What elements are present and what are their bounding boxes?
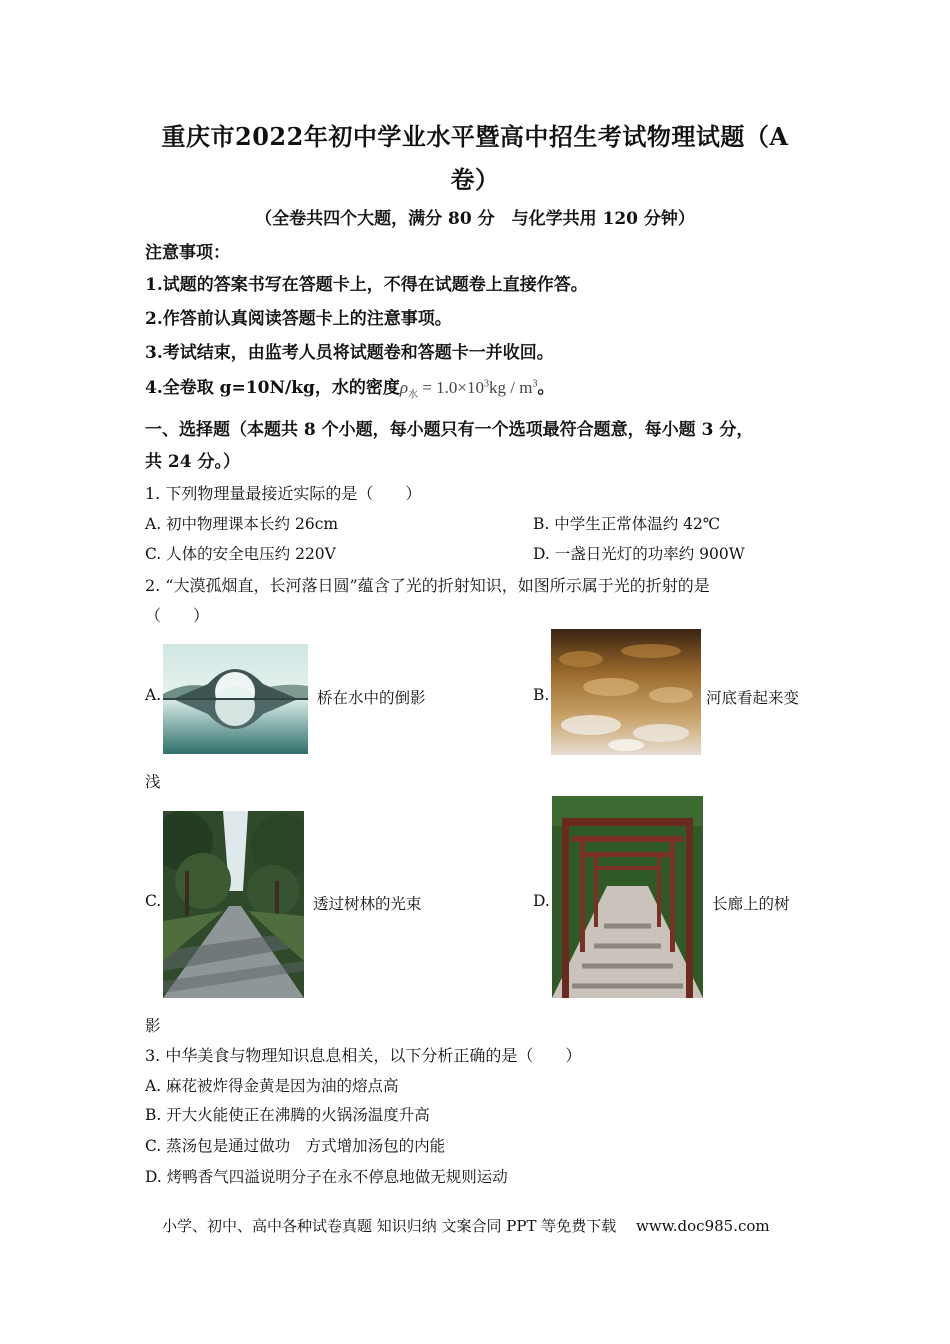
section-heading-continued: 共 24 分。） (145, 452, 240, 472)
question-2-option-b-text: 河底看起来变 (706, 689, 800, 707)
question-2-option-b-letter: B. (533, 686, 550, 704)
question-1-option-c: C. 人体的安全电压约 220V (145, 545, 336, 563)
question-3-option-d: D. 烤鸭香气四溢说明分子在永不停息地做无规则运动 (145, 1168, 508, 1186)
page-title: 重庆市2022年初中学业水平暨高中招生考试物理试题（A (161, 122, 789, 151)
question-2-option-d-letter: D. (533, 892, 550, 910)
question-2-option-a-letter: A. (145, 686, 162, 704)
forest-light-photo (163, 811, 304, 998)
bridge-reflection-photo (163, 644, 308, 754)
question-3-option-c: C. 蒸汤包是通过做功 方式增加汤包的内能 (145, 1137, 446, 1155)
notice-item-1: 1.试题的答案书写在答题卡上，不得在试题卷上直接作答。 (145, 275, 588, 295)
question-1-option-d: D. 一盏日光灯的功率约 900W (533, 545, 745, 563)
water-density-formula: $\rho_水 = 1.0\times 10^3kg / m^3$ (399, 378, 538, 401)
question-2-option-d-text-wrap: 影 (145, 1017, 161, 1035)
notice-item-2: 2.作答前认真阅读答题卡上的注意事项。 (145, 309, 452, 329)
question-3-option-b: B. 开大火能使正在沸腾的火锅汤温度升高 (145, 1106, 430, 1124)
question-2-option-d-text: 长廊上的树 (712, 895, 790, 913)
question-1-stem: 1. 下列物理量最接近实际的是（ ） (145, 484, 422, 503)
notice-heading: 注意事项： (145, 243, 230, 263)
section-heading: 一、选择题（本题共 8 个小题，每小题只有一个选项最符合题意，每小题 3 分， (145, 420, 754, 440)
notice-item-4: 4.全卷取 g=10N/kg，水的密度$\rho_水 = 1.0\times 10^3kg / m^3$。 (145, 378, 555, 401)
question-3-option-a: A. 麻花被炸得金黄是因为油的熔点高 (145, 1077, 399, 1095)
page-footer: 小学、初中、高中各种试卷真题 知识归纳 文案合同 PPT 等免费下载 www.doc985.com (162, 1217, 770, 1235)
exam-info: （全卷共四个大题，满分 80 分 与化学共用 120 分钟） (255, 209, 695, 229)
question-2-answer-paren: （ ） (145, 606, 210, 625)
question-2-option-a-text: 桥在水中的倒影 (317, 689, 426, 707)
riverbed-photo (551, 629, 701, 755)
question-2-option-c-letter: C. (145, 892, 162, 910)
question-1-option-a: A. 初中物理课本长约 26cm (145, 515, 339, 533)
question-3-stem: 3. 中华美食与物理知识息息相关，以下分析正确的是（ ） (145, 1046, 582, 1065)
question-2-option-b-text-wrap: 浅 (145, 773, 161, 791)
question-2-stem: 2. “大漠孤烟直，长河落日圆”蕴含了光的折射知识，如图所示属于光的折射的是 (145, 576, 710, 595)
corridor-shadow-photo (552, 796, 703, 998)
notice-item-3: 3.考试结束，由监考人员将试题卷和答题卡一并收回。 (145, 343, 554, 363)
notice-item-4-text: 4.全卷取 g=10N/kg，水的密度 (145, 378, 400, 398)
page-title-continued: 卷） (450, 165, 500, 194)
question-2-option-c-text: 透过树林的光束 (313, 895, 422, 913)
question-1-option-b: B. 中学生正常体温约 42℃ (533, 515, 721, 533)
